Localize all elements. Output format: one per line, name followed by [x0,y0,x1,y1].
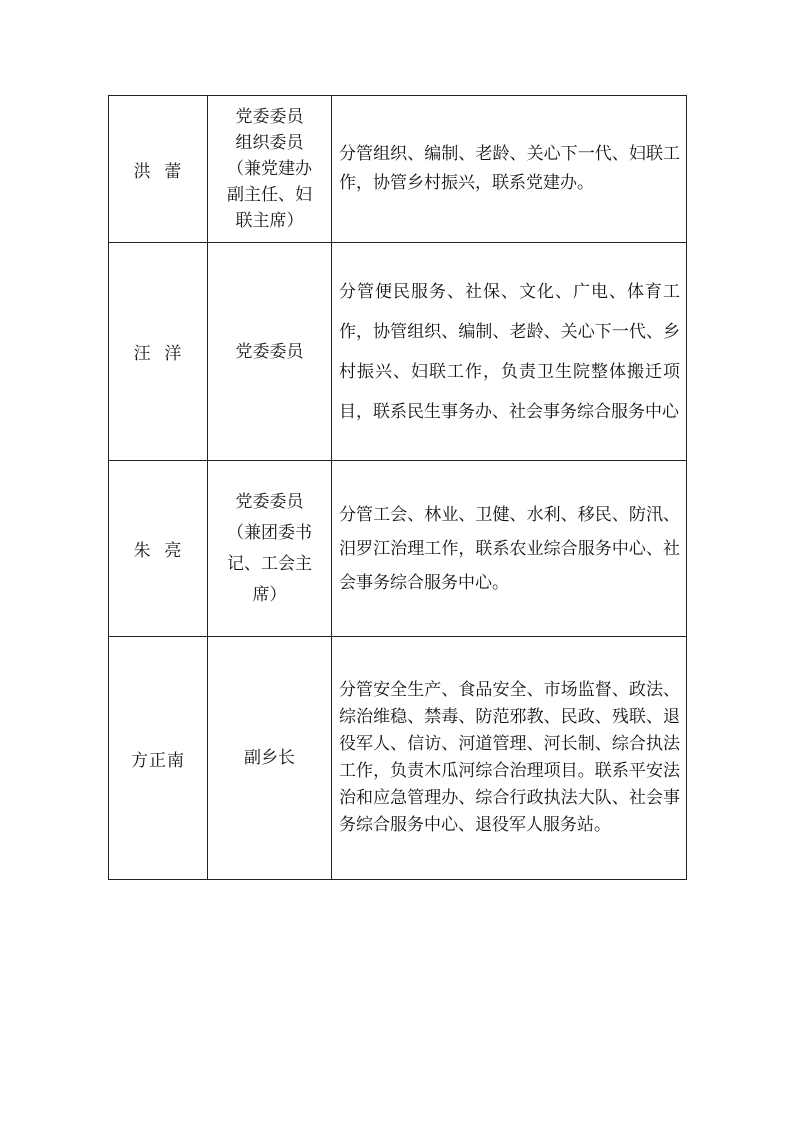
official-name: 汪 洋 [133,344,183,364]
position-cell [208,243,332,461]
position-line: （兼团委书 [227,522,312,543]
duty-table [108,95,687,880]
official-name: 洪 蕾 [133,161,183,182]
position-line: 组织委员 [235,133,304,153]
duties-cell [332,243,687,461]
official-name-cell [109,96,208,243]
duties-text: 分管组织、编制、老龄、关心下一代、妇联工作，协管乡村振兴，联系党建办。 [339,144,680,193]
duties-text: 分管安全生产、食品安全、市场监督、政法、综治维稳、禁毒、防范邪教、民政、残联、退役军人、信访、河道管理、河长制、综合执法工作，负责木瓜河综合治理项目。联系平安法治和应急管理办、综合行政执法大队、社会事务综合服务中心、退役军人服务站。 [339,680,680,835]
position-line: 席） [252,584,287,605]
duties-text: 分管便民服务、社保、文化、广电、体育工作，协管组织、编制、老龄、关心下一代、乡村振兴、妇联工作，负责卫生院整体搬迁项目，联系民生事务办、社会事务综合服务中心 [339,281,680,422]
duties-cell [332,461,687,637]
position-line: 副主任、妇 [227,185,312,205]
table-row [109,461,687,637]
duties-cell [332,96,687,243]
position-cell [208,461,332,637]
position-line: 党委委员 [235,107,304,127]
position-line: 副乡长 [244,748,295,768]
position-line: 联主席） [235,211,304,231]
official-name: 方正南 [131,750,185,771]
position-line: 记、工会主 [227,553,312,574]
position-line: （兼党建办 [227,159,312,179]
position-cell [208,96,332,243]
duties-cell [332,637,687,880]
table-row [109,243,687,461]
position-line: 党委委员 [235,341,304,362]
duties-text: 分管工会、林业、卫健、水利、移民、防汛、汨罗江治理工作，联系农业综合服务中心、社会事务综合服务中心。 [339,504,680,593]
table-row [109,96,687,243]
official-name-cell [109,637,208,880]
position-cell [208,637,332,880]
position-line: 党委委员 [235,491,304,512]
official-name: 朱 亮 [133,541,183,561]
table-row [109,637,687,880]
official-name-cell [109,461,208,637]
official-name-cell [109,243,208,461]
